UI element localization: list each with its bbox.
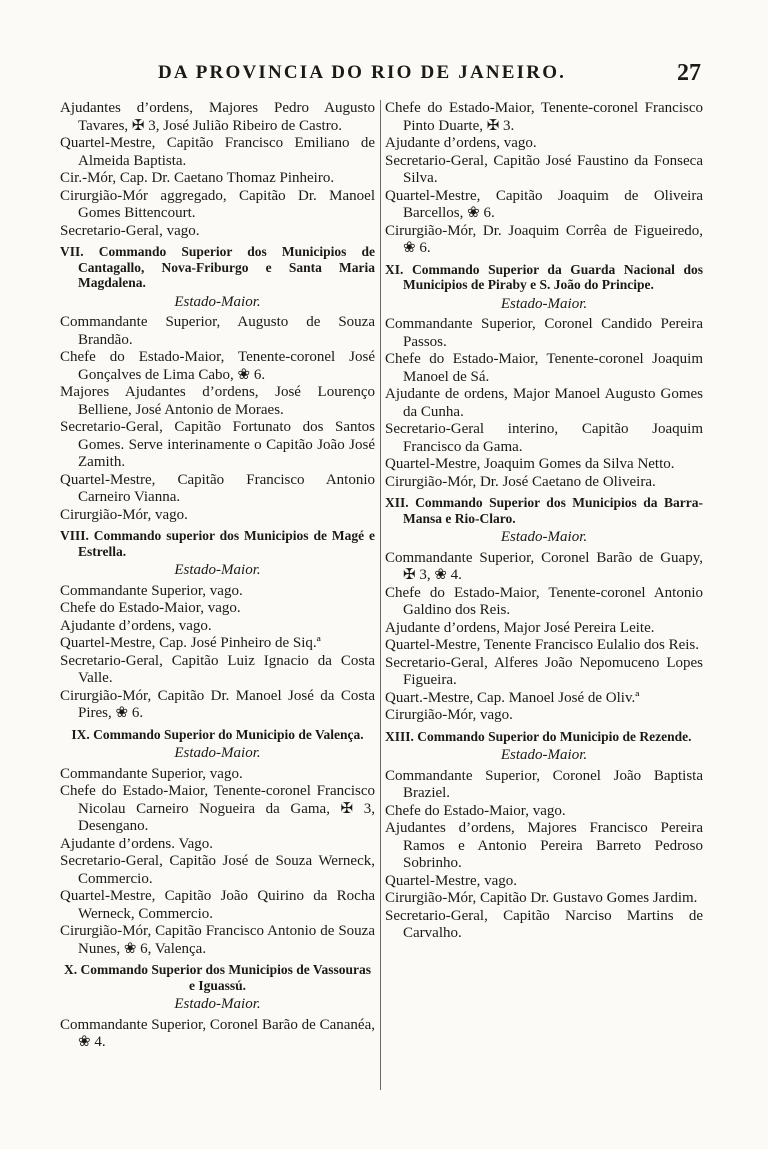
roster-entry: Quartel-Mestre, Capitão Francisco Antonio Carneiro Vianna. xyxy=(60,471,375,505)
staff-subheading: Estado-Maior. xyxy=(500,529,588,545)
roster-entry: Quart.-Mestre, Cap. Manoel José de Oliv.ª xyxy=(385,689,640,706)
roster-entry: Cir.-Mór, Cap. Dr. Caetano Thomaz Pinheiro. xyxy=(60,170,335,186)
roster-entry: Ajudante d’ordens. Vago. xyxy=(60,835,214,852)
roster-entry: Commandante Superior, Coronel Candido Pereira Passos. xyxy=(385,316,703,350)
roster-entry: Secretario-Geral, Capitão José de Souza Werneck, Commercio. xyxy=(60,853,375,887)
roster-entry: Ajudantes d’ordens, Majores Francisco Pereira Ramos e Antonio Pereira Barreto Pedroso Sobrinho. xyxy=(385,820,703,871)
roster-entry: Secretario-Geral, Alferes João Nepomuceno Lopes Figueira. xyxy=(385,654,703,688)
section-heading: VII. Commando Superior dos Municipios de Cantagallo, Nova-Friburgo e Santa Maria Magdalena. xyxy=(60,244,375,290)
roster-entry: Secretario-Geral, Capitão Luiz Ignacio da Costa Valle. xyxy=(60,652,375,686)
roster-entry: Cirurgião-Mór, Capitão Dr. Gustavo Gomes Jardim. xyxy=(385,890,698,906)
page-number: 27 xyxy=(677,60,701,86)
roster-entry: Commandante Superior, Augusto de Souza Brandão. xyxy=(60,314,375,348)
roster-entry: Quartel-Mestre, Cap. José Pinheiro de Siq.ª xyxy=(60,635,321,651)
section-heading: VIII. Commando superior dos Municipios de Magé e Estrella. xyxy=(60,528,375,559)
roster-entry: Majores Ajudantes d’ordens, José Lourenço Belliene, José Antonio de Moraes. xyxy=(60,384,375,418)
roster-entry: Ajudante d’ordens, vago. xyxy=(385,135,537,151)
roster-entry: Quartel-Mestre, Tenente Francisco Eulalio dos Reis. xyxy=(385,637,700,653)
roster-entry: Commandante Superior, vago. xyxy=(60,765,243,782)
roster-entry: Secretario-Geral, Capitão Fortunato dos Santos Gomes. Serve interinamente o Capitão João José Zamith. xyxy=(60,419,375,470)
roster-entry: Cirurgião-Mór, Capitão Francisco Antonio de Souza Nunes, ❀ 6, Valença. xyxy=(60,923,375,957)
roster-entry: Ajudantes d’ordens, Majores Pedro Augusto Tavares, ✠ 3, José Julião Ribeiro de Castro. xyxy=(60,100,375,134)
roster-entry: Quartel-Mestre, Capitão João Quirino da Rocha Werneck, Commercio. xyxy=(60,888,375,922)
roster-entry: Commandante Superior, Coronel João Baptista Braziel. xyxy=(385,767,703,801)
staff-subheading: Estado-Maior. xyxy=(174,562,261,578)
roster-entry: Secretario-Geral, Capitão José Faustino da Fonseca Silva. xyxy=(385,152,703,186)
left-column xyxy=(60,100,375,1052)
staff-subheading: Estado-Maior. xyxy=(500,295,588,312)
section-heading: IX. Commando Superior do Municipio de Valença. xyxy=(71,726,364,742)
roster-entry: Chefe do Estado-Maior, Tenente-coronel Joaquim Manoel de Sá. xyxy=(385,351,703,385)
roster-entry: Commandante Superior, Coronel Barão de Guapy, ✠ 3, ❀ 4. xyxy=(385,549,703,583)
roster-entry: Ajudante de ordens, Major Manoel Augusto Gomes da Cunha. xyxy=(385,386,703,420)
roster-entry: Secretario-Geral, Capitão Narciso Martins de Carvalho. xyxy=(385,907,703,941)
roster-entry: Ajudante d’ordens, vago. xyxy=(60,617,212,634)
staff-subheading: Estado-Maior. xyxy=(500,747,588,763)
roster-entry: Chefe do Estado-Maior, Tenente-coronel José Gonçalves de Lima Cabo, ❀ 6. xyxy=(60,349,375,383)
roster-entry: Quartel-Mestre, Capitão Francisco Emiliano de Almeida Baptista. xyxy=(60,135,375,169)
roster-entry: Quartel-Mestre, vago. xyxy=(385,872,518,889)
roster-entry: Cirurgião-Mór aggregado, Capitão Dr. Manoel Gomes Bittencourt. xyxy=(60,187,375,221)
roster-entry: Chefe do Estado-Maior, Tenente-coronel Francisco Nicolau Carneiro Nogueira da Gama, ✠ 3, Desengano. xyxy=(60,783,375,834)
roster-entry: Secretario-Geral interino, Capitão Joaquim Francisco da Gama. xyxy=(385,421,703,455)
staff-subheading: Estado-Maior. xyxy=(174,293,261,310)
roster-entry: Ajudante d’ordens, Major José Pereira Leite. xyxy=(385,619,655,636)
roster-entry: Chefe do Estado-Maior, vago. xyxy=(385,802,566,819)
roster-entry: Commandante Superior, vago. xyxy=(60,582,243,599)
roster-entry: Cirurgião-Mór, Dr. José Caetano de Oliveira. xyxy=(385,473,656,490)
column-divider xyxy=(380,100,381,1090)
roster-entry: Cirurgião-Mór, vago. xyxy=(60,506,188,523)
roster-entry: Quartel-Mestre, Joaquim Gomes da Silva Netto. xyxy=(385,456,675,472)
section-heading: X. Commando Superior dos Municipios de Vassouras e Iguassú. xyxy=(64,962,371,993)
section-heading: XII. Commando Superior dos Municipios da Barra-Mansa e Rio-Claro. xyxy=(385,495,703,526)
roster-entry: Quartel-Mestre, Capitão Joaquim de Oliveira Barcellos, ❀ 6. xyxy=(385,187,703,221)
roster-entry: Secretario-Geral, vago. xyxy=(60,222,200,239)
roster-entry: Chefe do Estado-Maior, Tenente-coronel Antonio Galdino dos Reis. xyxy=(385,584,703,618)
running-title: DA PROVINCIA DO RIO DE JANEIRO. xyxy=(158,62,567,83)
staff-subheading: Estado-Maior. xyxy=(174,745,261,761)
page-header xyxy=(60,62,705,92)
section-heading: XIII. Commando Superior do Municipio de Rezende. xyxy=(385,728,692,744)
right-column xyxy=(385,100,703,943)
roster-entry: Cirurgião-Mór, vago. xyxy=(385,707,513,723)
section-heading: XI. Commando Superior da Guarda Nacional dos Municipios de Piraby e S. João do Principe. xyxy=(385,261,703,292)
roster-entry: Cirurgião-Mór, Dr. Joaquim Corrêa de Figueiredo, ❀ 6. xyxy=(385,222,703,256)
roster-entry: Chefe do Estado-Maior, vago. xyxy=(60,600,241,616)
roster-entry: Commandante Superior, Coronel Barão de Cananéa, ❀ 4. xyxy=(60,1016,375,1050)
roster-entry: Cirurgião-Mór, Capitão Dr. Manoel José da Costa Pires, ❀ 6. xyxy=(60,687,375,721)
roster-entry: Chefe do Estado-Maior, Tenente-coronel Francisco Pinto Duarte, ✠ 3. xyxy=(385,100,703,134)
staff-subheading: Estado-Maior. xyxy=(174,996,261,1012)
